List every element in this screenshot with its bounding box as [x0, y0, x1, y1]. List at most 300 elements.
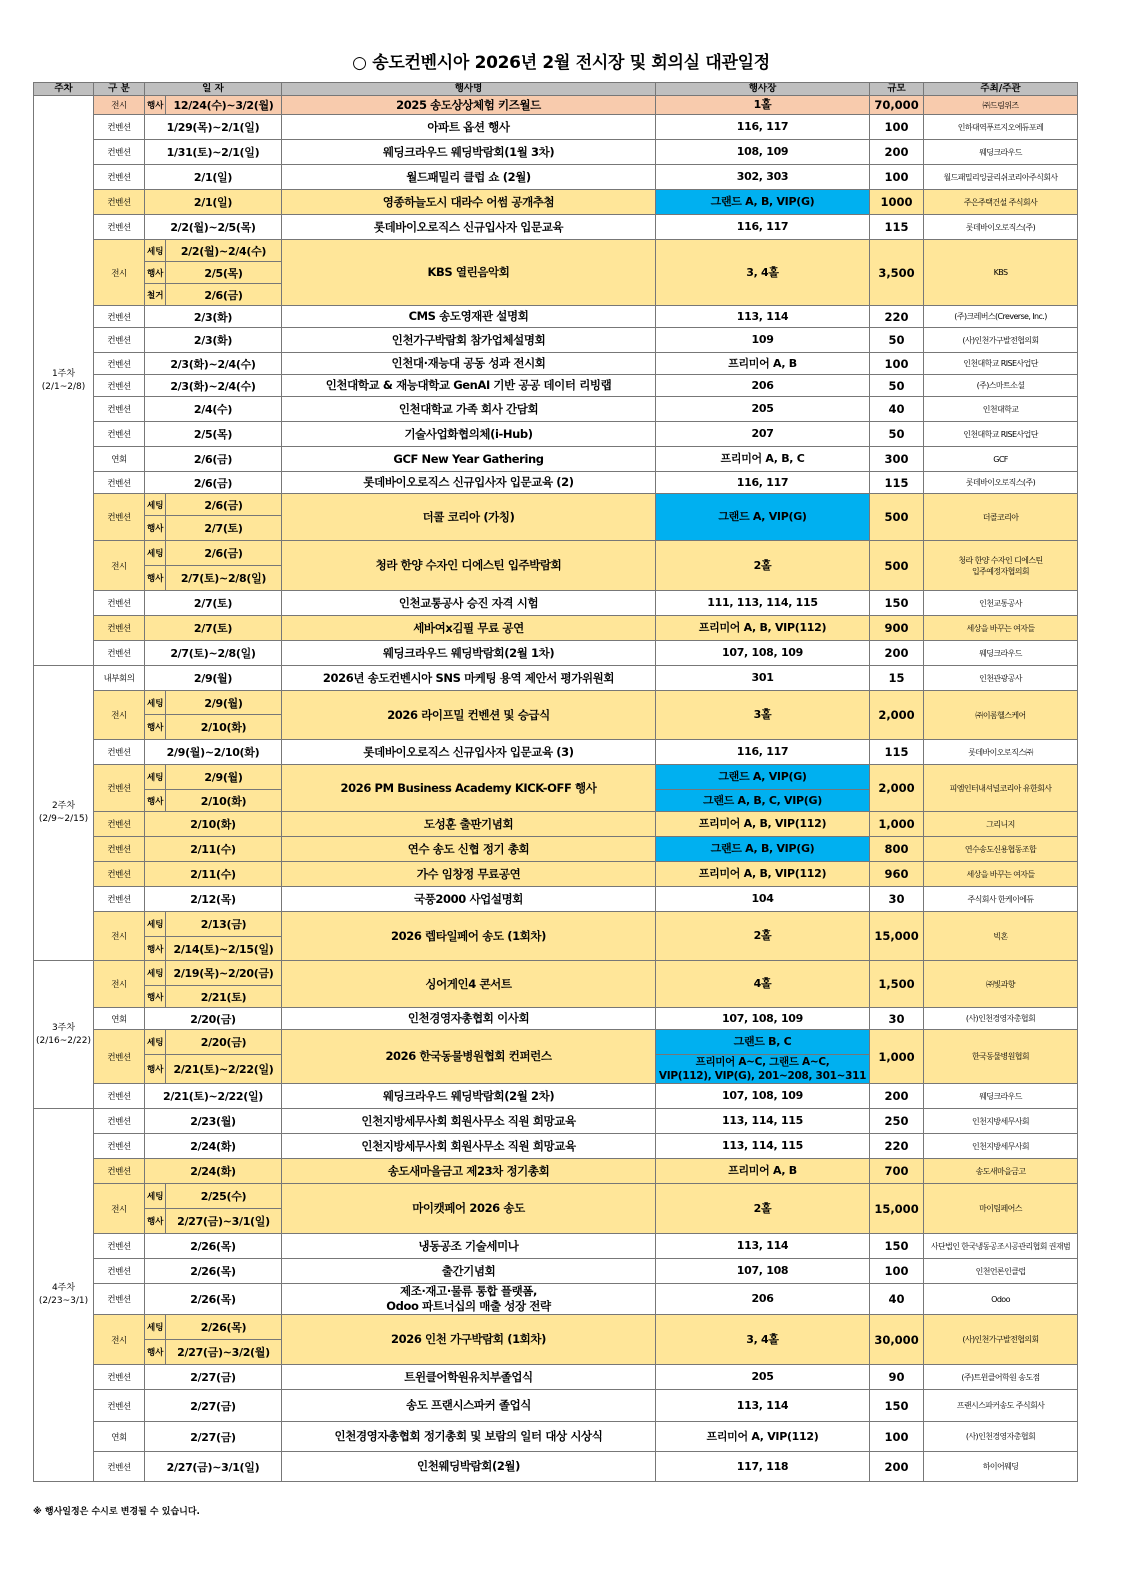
- event-host: 인천관광공사: [924, 666, 1078, 691]
- event-scale: 200: [870, 1452, 924, 1482]
- event-scale: 100: [870, 1259, 924, 1284]
- event-scale: 50: [870, 328, 924, 353]
- event-category: 컨벤션: [94, 641, 145, 666]
- event-scale: 3,500: [870, 240, 924, 306]
- header-date: 일 자: [145, 83, 282, 96]
- event-date: 2/19(목)~2/20(금): [166, 961, 282, 986]
- event-category: 연회: [94, 1422, 145, 1452]
- event-name: 더콜 코리아 (가칭): [282, 494, 656, 541]
- event-date: 2/21(토)~2/22(일): [166, 1055, 282, 1084]
- event-phase: 세팅: [145, 912, 166, 937]
- table-row: [34, 765, 1078, 790]
- event-venue: 113, 114: [656, 306, 870, 328]
- event-scale: 500: [870, 541, 924, 591]
- event-scale: 90: [870, 1365, 924, 1390]
- event-date: 2/10(화): [166, 715, 282, 740]
- event-category: 컨벤션: [94, 1084, 145, 1109]
- event-date: 2/24(화): [145, 1159, 282, 1184]
- event-name: 2026 한국동물병원협회 컨퍼런스: [282, 1030, 656, 1084]
- event-venue: 113, 114: [656, 1390, 870, 1422]
- event-date: 2/7(토)~2/8(일): [145, 641, 282, 666]
- event-date: 2/4(수): [145, 397, 282, 422]
- table-row: [34, 96, 1078, 115]
- event-host: 마이팀페어스: [924, 1184, 1078, 1234]
- event-name: 월드패밀리 클럽 쇼 (2월): [282, 165, 656, 190]
- event-name: 국풍2000 사업설명회: [282, 887, 656, 912]
- event-name: 아파트 옵션 행사: [282, 115, 656, 140]
- event-date: 2/26(목): [166, 1315, 282, 1340]
- event-phase: 행사: [145, 262, 166, 284]
- event-category: 컨벤션: [94, 862, 145, 887]
- event-venue: 그랜드 A, B, VIP(G): [656, 190, 870, 215]
- event-venue: 그랜드 A, B, C, VIP(G): [656, 790, 870, 812]
- event-name: 2025 송도상상체험 키즈월드: [282, 96, 656, 115]
- event-venue: 109: [656, 328, 870, 353]
- event-venue: 프리미어 A~C, 그랜드 A~C, VIP(112), VIP(G), 201~208, 301~311: [656, 1055, 870, 1084]
- event-scale: 15,000: [870, 1184, 924, 1234]
- event-date: 12/24(수)~3/2(월): [166, 96, 282, 115]
- event-phase: 철거: [145, 284, 166, 306]
- event-scale: 150: [870, 591, 924, 616]
- event-venue: 프리미어 A, B, C: [656, 447, 870, 472]
- table-row: [34, 1259, 1078, 1284]
- event-category: 컨벤션: [94, 812, 145, 837]
- event-scale: 1,000: [870, 812, 924, 837]
- event-scale: 200: [870, 641, 924, 666]
- table-row: [34, 472, 1078, 494]
- event-host: 롯데바이오로직스(주): [924, 472, 1078, 494]
- table-row: [34, 912, 1078, 937]
- event-venue: 207: [656, 422, 870, 447]
- event-venue: 117, 118: [656, 1452, 870, 1482]
- event-scale: 115: [870, 215, 924, 240]
- event-name: 영종하늘도시 대라수 어썸 공개추첨: [282, 190, 656, 215]
- event-host: 연수송도신용협동조합: [924, 837, 1078, 862]
- event-date: 2/11(수): [145, 837, 282, 862]
- event-phase: 세팅: [145, 691, 166, 715]
- event-category: 전시: [94, 240, 145, 306]
- table-row: [34, 422, 1078, 447]
- event-category: 컨벤션: [94, 887, 145, 912]
- event-scale: 100: [870, 353, 924, 375]
- table-row: [34, 1159, 1078, 1184]
- event-scale: 30: [870, 1008, 924, 1030]
- event-host: (주)스마트소셜: [924, 375, 1078, 397]
- event-date: 2/1(일): [145, 190, 282, 215]
- event-host: 빅혼: [924, 912, 1078, 961]
- event-host: 송도새마을금고: [924, 1159, 1078, 1184]
- event-host: (사)인천경영자총협회: [924, 1422, 1078, 1452]
- week-label: 3주차 (2/16~2/22): [34, 961, 94, 1109]
- event-category: 컨벤션: [94, 1234, 145, 1259]
- event-host: 주식회사 한케이에듀: [924, 887, 1078, 912]
- event-name: 롯데바이오로직스 신규입사자 입문교육: [282, 215, 656, 240]
- event-scale: 250: [870, 1109, 924, 1134]
- event-name: 연수 송도 신협 정기 총회: [282, 837, 656, 862]
- event-category: 컨벤션: [94, 616, 145, 641]
- event-name: 트윈클어학원유치부졸업식: [282, 1365, 656, 1390]
- event-name: 기술사업화협의체(i-Hub): [282, 422, 656, 447]
- event-scale: 150: [870, 1234, 924, 1259]
- event-category: 내부회의: [94, 666, 145, 691]
- event-date: 2/3(화)~2/4(수): [145, 375, 282, 397]
- event-venue: 2홀: [656, 541, 870, 591]
- event-venue: 그랜드 A, B, VIP(G): [656, 837, 870, 862]
- event-category: 컨벤션: [94, 765, 145, 812]
- event-category: 컨벤션: [94, 115, 145, 140]
- table-row: [34, 616, 1078, 641]
- event-date: 2/27(금)~3/2(월): [166, 1340, 282, 1365]
- header-week: 주차: [34, 83, 94, 96]
- event-category: 컨벤션: [94, 591, 145, 616]
- event-name: 웨딩크라우드 웨딩박람회(2월 1차): [282, 641, 656, 666]
- event-venue: 프리미어 A, VIP(112): [656, 1422, 870, 1452]
- event-category: 컨벤션: [94, 1134, 145, 1159]
- event-name: 송도새마을금고 제23차 정기총회: [282, 1159, 656, 1184]
- table-row: [34, 862, 1078, 887]
- event-category: 전시: [94, 96, 145, 115]
- event-date: 2/23(월): [145, 1109, 282, 1134]
- table-row: [34, 115, 1078, 140]
- event-scale: 220: [870, 306, 924, 328]
- event-name: 2026 라이프밀 컨벤션 및 승급식: [282, 691, 656, 740]
- event-category: 전시: [94, 1315, 145, 1365]
- event-date: 1/31(토)~2/1(일): [145, 140, 282, 165]
- event-host: (사)인천가구발전협의회: [924, 1315, 1078, 1365]
- table-row: [34, 1422, 1078, 1452]
- event-date: 2/21(토): [166, 986, 282, 1008]
- event-scale: 1000: [870, 190, 924, 215]
- event-phase: 행사: [145, 937, 166, 961]
- event-venue: 104: [656, 887, 870, 912]
- event-name: 인천경영자총협회 이사회: [282, 1008, 656, 1030]
- event-name: 마이캣페어 2026 송도: [282, 1184, 656, 1234]
- event-phase: 행사: [145, 715, 166, 740]
- event-venue: 프리미어 A, B: [656, 1159, 870, 1184]
- event-category: 컨벤션: [94, 165, 145, 190]
- event-category: 컨벤션: [94, 1030, 145, 1084]
- event-host: (사)인천가구발전협의회: [924, 328, 1078, 353]
- header-category: 구 분: [94, 83, 145, 96]
- event-category: 컨벤션: [94, 375, 145, 397]
- schedule-body: [34, 96, 1078, 1482]
- event-date: 2/27(금): [145, 1365, 282, 1390]
- table-row: [34, 375, 1078, 397]
- event-date: 2/7(토)~2/8(일): [166, 566, 282, 591]
- event-venue: 107, 108, 109: [656, 1084, 870, 1109]
- table-row: [34, 1184, 1078, 1209]
- header-scale: 규모: [870, 83, 924, 96]
- week-label: 2주차 (2/9~2/15): [34, 666, 94, 961]
- event-category: 컨벤션: [94, 494, 145, 541]
- event-host: GCF: [924, 447, 1078, 472]
- event-phase: 행사: [145, 96, 166, 115]
- event-host: 청라 한양 수자인 디에스틴 입주예정자협의회: [924, 541, 1078, 591]
- event-scale: 1,500: [870, 961, 924, 1008]
- event-date: 2/10(화): [166, 790, 282, 812]
- event-date: 2/10(화): [145, 812, 282, 837]
- event-category: 컨벤션: [94, 190, 145, 215]
- event-scale: 100: [870, 165, 924, 190]
- event-scale: 300: [870, 447, 924, 472]
- event-date: 2/27(금)~3/1(일): [145, 1452, 282, 1482]
- event-date: 2/11(수): [145, 862, 282, 887]
- table-row: [34, 353, 1078, 375]
- header-venue: 행사장: [656, 83, 870, 96]
- event-phase: 행사: [145, 1340, 166, 1365]
- event-venue: 107, 108, 109: [656, 1008, 870, 1030]
- event-phase: 세팅: [145, 1030, 166, 1055]
- event-scale: 500: [870, 494, 924, 541]
- event-venue: 3홀: [656, 691, 870, 740]
- event-category: 컨벤션: [94, 1365, 145, 1390]
- event-scale: 100: [870, 115, 924, 140]
- table-row: [34, 812, 1078, 837]
- event-date: 2/3(화)~2/4(수): [145, 353, 282, 375]
- table-row: [34, 494, 1078, 516]
- event-venue: 205: [656, 1365, 870, 1390]
- event-date: 2/13(금): [166, 912, 282, 937]
- event-date: 2/9(월): [145, 666, 282, 691]
- event-name: 인천교통공사 승진 자격 시험: [282, 591, 656, 616]
- event-date: 2/9(월): [166, 765, 282, 790]
- event-scale: 115: [870, 740, 924, 765]
- table-row: [34, 1134, 1078, 1159]
- table-row: [34, 691, 1078, 715]
- event-date: 2/20(금): [166, 1030, 282, 1055]
- event-venue: 116, 117: [656, 472, 870, 494]
- event-phase: 세팅: [145, 494, 166, 516]
- event-date: 2/12(목): [145, 887, 282, 912]
- event-date: 2/25(수): [166, 1184, 282, 1209]
- event-name: CMS 송도영재관 설명회: [282, 306, 656, 328]
- event-date: 2/7(토): [145, 591, 282, 616]
- event-category: 컨벤션: [94, 1390, 145, 1422]
- event-category: 컨벤션: [94, 215, 145, 240]
- event-venue: 107, 108: [656, 1259, 870, 1284]
- table-row: [34, 215, 1078, 240]
- table-row: [34, 591, 1078, 616]
- table-row: [34, 1365, 1078, 1390]
- event-venue: 프리미어 A, B: [656, 353, 870, 375]
- event-date: 2/26(목): [145, 1234, 282, 1259]
- event-host: 롯데바이오로직스(주): [924, 215, 1078, 240]
- event-host: (사)인천경영자총협회: [924, 1008, 1078, 1030]
- event-scale: 200: [870, 1084, 924, 1109]
- event-name: 2026년 송도컨벤시아 SNS 마케팅 용역 제안서 평가위원회: [282, 666, 656, 691]
- page-title: ○ 송도컨벤시아 2026년 2월 전시장 및 회의실 대관일정: [352, 53, 770, 73]
- table-row: [34, 641, 1078, 666]
- table-row: [34, 165, 1078, 190]
- event-host: 인하대역푸르지오에듀포레: [924, 115, 1078, 140]
- event-category: 컨벤션: [94, 328, 145, 353]
- event-host: 하이어웨딩: [924, 1452, 1078, 1482]
- event-scale: 800: [870, 837, 924, 862]
- event-host: 인천지방세무사회: [924, 1134, 1078, 1159]
- event-date: 2/5(목): [145, 422, 282, 447]
- event-venue: 302, 303: [656, 165, 870, 190]
- event-venue: 4홀: [656, 961, 870, 1008]
- table-row: [34, 837, 1078, 862]
- event-date: 2/2(월)~2/5(목): [145, 215, 282, 240]
- event-name: 인천웨딩박람회(2월): [282, 1452, 656, 1482]
- event-category: 컨벤션: [94, 837, 145, 862]
- event-date: 2/27(금)~3/1(일): [166, 1209, 282, 1234]
- event-date: 1/29(목)~2/1(일): [145, 115, 282, 140]
- event-host: 인천언론인클럽: [924, 1259, 1078, 1284]
- event-phase: 행사: [145, 1209, 166, 1234]
- event-venue: 프리미어 A, B, VIP(112): [656, 812, 870, 837]
- header-host: 주최/주관: [924, 83, 1078, 96]
- event-phase: 세팅: [145, 1184, 166, 1209]
- event-scale: 50: [870, 422, 924, 447]
- event-name: 청라 한양 수자인 디에스틴 입주박람회: [282, 541, 656, 591]
- event-name: GCF New Year Gathering: [282, 447, 656, 472]
- event-scale: 50: [870, 375, 924, 397]
- event-scale: 150: [870, 1390, 924, 1422]
- event-name: 인천경영자총협회 정기총회 및 보람의 일터 대상 시상식: [282, 1422, 656, 1452]
- event-category: 전시: [94, 912, 145, 961]
- event-name: 웨딩크라우드 웨딩박람회(2월 2차): [282, 1084, 656, 1109]
- event-date: 2/9(월): [166, 691, 282, 715]
- event-category: 연회: [94, 447, 145, 472]
- event-host: 인천지방세무사회: [924, 1109, 1078, 1134]
- event-name: 2026 인천 가구박람회 (1회차): [282, 1315, 656, 1365]
- event-venue: 3, 4홀: [656, 1315, 870, 1365]
- event-venue: 113, 114: [656, 1234, 870, 1259]
- event-phase: 행사: [145, 1055, 166, 1084]
- event-scale: 15: [870, 666, 924, 691]
- event-phase: 세팅: [145, 541, 166, 566]
- table-row: [34, 240, 1078, 262]
- event-scale: 200: [870, 140, 924, 165]
- event-name: 냉동공조 기술세미나: [282, 1234, 656, 1259]
- event-host: 웨딩크라우드: [924, 140, 1078, 165]
- event-venue: 프리미어 A, B, VIP(112): [656, 616, 870, 641]
- event-venue: 206: [656, 375, 870, 397]
- table-row: [34, 541, 1078, 566]
- table-row: [34, 1030, 1078, 1055]
- event-host: (주)트윈클어학원 송도점: [924, 1365, 1078, 1390]
- week-label: 1주차 (2/1~2/8): [34, 96, 94, 666]
- table-row: [34, 1084, 1078, 1109]
- event-host: 인천교통공사: [924, 591, 1078, 616]
- event-name: 인천대학교 가족 회사 간담회: [282, 397, 656, 422]
- event-name: 인천대학교 & 재능대학교 GenAI 기반 공공 데이터 리빙랩: [282, 375, 656, 397]
- table-row: [34, 961, 1078, 986]
- event-scale: 40: [870, 397, 924, 422]
- table-row: [34, 190, 1078, 215]
- event-scale: 100: [870, 1422, 924, 1452]
- event-host: 주은주택건설 주식회사: [924, 190, 1078, 215]
- table-row: [34, 887, 1078, 912]
- event-venue: 그랜드 B, C: [656, 1030, 870, 1055]
- event-date: 2/3(화): [145, 306, 282, 328]
- event-scale: 30,000: [870, 1315, 924, 1365]
- event-name: 출간기념회: [282, 1259, 656, 1284]
- event-date: 2/27(금): [145, 1422, 282, 1452]
- event-category: 컨벤션: [94, 1159, 145, 1184]
- event-scale: 40: [870, 1284, 924, 1315]
- event-date: 2/6(금): [145, 447, 282, 472]
- event-host: 한국동물병원협회: [924, 1030, 1078, 1084]
- table-row: [34, 447, 1078, 472]
- event-name: 웨딩크라우드 웨딩박람회(1월 3차): [282, 140, 656, 165]
- week-label: 4주차 (2/23~3/1): [34, 1109, 94, 1482]
- event-phase: 행사: [145, 516, 166, 541]
- event-host: Odoo: [924, 1284, 1078, 1315]
- event-date: 2/7(토): [145, 616, 282, 641]
- event-name: 인천지방세무사회 회원사무소 직원 희망교육: [282, 1134, 656, 1159]
- event-host: 웨딩크라우드: [924, 1084, 1078, 1109]
- header-row: [34, 83, 1078, 96]
- table-row: [34, 1390, 1078, 1422]
- event-date: 2/27(금): [145, 1390, 282, 1422]
- event-venue: 113, 114, 115: [656, 1109, 870, 1134]
- event-phase: 세팅: [145, 1315, 166, 1340]
- event-category: 컨벤션: [94, 397, 145, 422]
- footnote: ※ 행사일정은 수시로 변경될 수 있습니다.: [33, 1507, 200, 1517]
- event-scale: 960: [870, 862, 924, 887]
- event-phase: 세팅: [145, 765, 166, 790]
- event-host: KBS: [924, 240, 1078, 306]
- event-host: 롯데바이오로직스㈜: [924, 740, 1078, 765]
- event-host: 그리니지: [924, 812, 1078, 837]
- event-date: 2/24(화): [145, 1134, 282, 1159]
- event-scale: 70,000: [870, 96, 924, 115]
- event-venue: 206: [656, 1284, 870, 1315]
- event-venue: 113, 114, 115: [656, 1134, 870, 1159]
- table-row: [34, 397, 1078, 422]
- event-venue: 3, 4홀: [656, 240, 870, 306]
- table-row: [34, 306, 1078, 328]
- event-scale: 2,000: [870, 691, 924, 740]
- event-category: 컨벤션: [94, 140, 145, 165]
- event-name: 인천지방세무사회 회원사무소 직원 희망교육: [282, 1109, 656, 1134]
- event-name: KBS 열린음악회: [282, 240, 656, 306]
- event-date: 2/9(월)~2/10(화): [145, 740, 282, 765]
- event-category: 컨벤션: [94, 1284, 145, 1315]
- event-venue: 205: [656, 397, 870, 422]
- event-name: 롯데바이오로직스 신규입사자 입문교육 (2): [282, 472, 656, 494]
- event-host: 세상을 바꾸는 여자들: [924, 862, 1078, 887]
- event-category: 컨벤션: [94, 1259, 145, 1284]
- event-host: 피엠인터내셔널코리아 유한회사: [924, 765, 1078, 812]
- event-venue: 그랜드 A, VIP(G): [656, 765, 870, 790]
- event-host: 인천대학교: [924, 397, 1078, 422]
- event-host: (주)크레버스(Creverse, Inc.): [924, 306, 1078, 328]
- event-date: 2/6(금): [166, 541, 282, 566]
- table-row: [34, 1109, 1078, 1134]
- event-host: 월드패밀리잉글리쉬코리아주식회사: [924, 165, 1078, 190]
- event-venue: 301: [656, 666, 870, 691]
- event-scale: 30: [870, 887, 924, 912]
- event-venue: 116, 117: [656, 215, 870, 240]
- table-row: [34, 328, 1078, 353]
- event-category: 전시: [94, 1184, 145, 1234]
- event-date: 2/6(금): [166, 284, 282, 306]
- event-category: 컨벤션: [94, 1452, 145, 1482]
- event-scale: 1,000: [870, 1030, 924, 1084]
- table-row: [34, 1234, 1078, 1259]
- event-date: 2/2(월)~2/4(수): [166, 240, 282, 262]
- table-row: [34, 1315, 1078, 1340]
- event-name: 2026 렙타일페어 송도 (1회차): [282, 912, 656, 961]
- schedule-table: [33, 82, 1078, 1482]
- event-name: 인천대·재능대 공동 성과 전시회: [282, 353, 656, 375]
- event-venue: 2홀: [656, 912, 870, 961]
- event-category: 전시: [94, 541, 145, 591]
